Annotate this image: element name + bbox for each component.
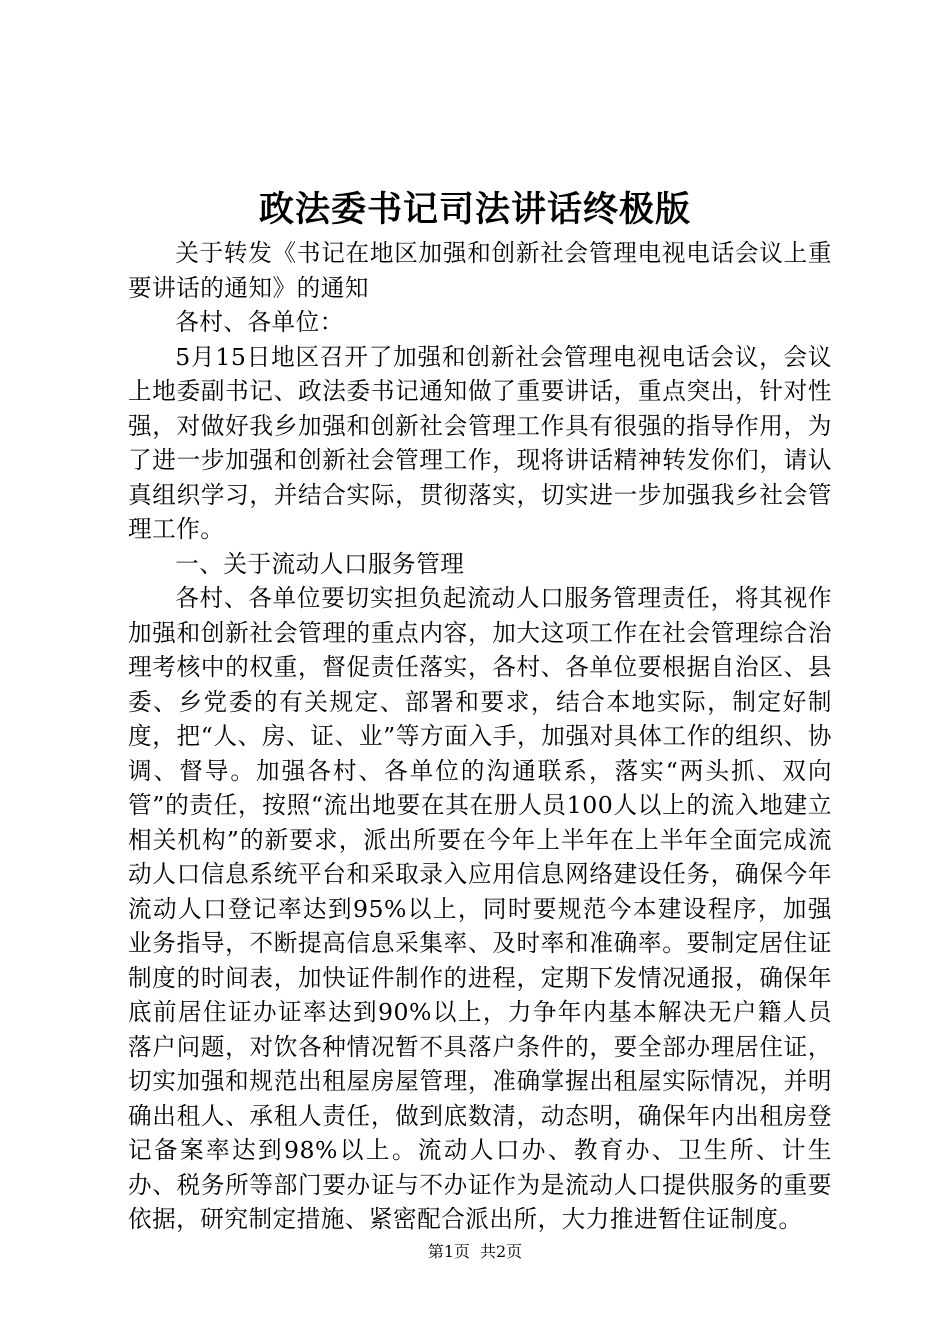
page-footer (0, 1240, 950, 1264)
page-number-total: 共2页 (480, 1242, 523, 1261)
page-number-current: 第1页 (427, 1242, 470, 1261)
paragraph-forward-notice: 关于转发《书记在地区加强和创新社会管理电视电话会议上重要讲话的通知》的通知 (128, 239, 832, 302)
paragraph-floating-population: 各村、各单位要切实担负起流动人口服务管理责任，将其视作加强和创新社会管理的重点内容，加大这项工作在社会管理综合治理考核中的权重，督促责任落实，各村、各单位要根据自治区、县委、乡党委的有关规定、部署和要求，结合本地实际，制定好制度，把“人、房、证、业”等方面入手，加强对具体工作的组织、协调、督导。加强各村、各单位的沟通联系，落实“两头抓、双向管”的责任，按照“流出地要在其在册人员100人以上的流入地建立相关机构”的新要求，派出所要在今年上半年在上半年全面完成流动人口信息系统平台和采取录入应用信息网络建设任务，确保今年流动人口登记率达到95%以上，同时要规范今本建设程序，加强业务指导，不断提高信息采集率、及时率和准确率。要制定居住证制度的时间表，加快证件制作的进程，定期下发情况通报，确保年底前居住证办证率达到90%以上，力争年内基本解决无户籍人员落户问题，对饮各种情况暂不具落户条件的，要全部办理居住证，切实加强和规范出租屋房屋管理，准确掌握出租屋实际情况，并明确出租人、承租人责任，做到底数清，动态明，确保年内出租房登记备案率达到98%以上。流动人口办、教育办、卫生所、计生办、税务所等部门要办证与不办证作为是流动人口提供服务的重要依据，研究制定措施、紧密配合派出所，大力推进暂住证制度。 (128, 584, 832, 1233)
document-title: 政法委书记司法讲话终极版 (258, 189, 691, 230)
paragraph-salutation: 各村、各单位： (175, 308, 344, 336)
document-body (128, 236, 832, 1237)
section-heading-floating-population: 一、关于流动人口服务管理 (175, 549, 465, 578)
paragraph-intro: 5月15日地区召开了加强和创新社会管理电视电话会议，会议上地委副书记、政法委书记通知做了重要讲话，重点突出，针对性强，对做好我乡加强和创新社会管理工作具有很强的指导作用，为了进一步加强和创新社会管理工作，现将讲话精神转发你们，请认真组织学习，并结合实际，贯彻落实，切实进一步加强我乡社会管理工作。 (128, 342, 832, 543)
